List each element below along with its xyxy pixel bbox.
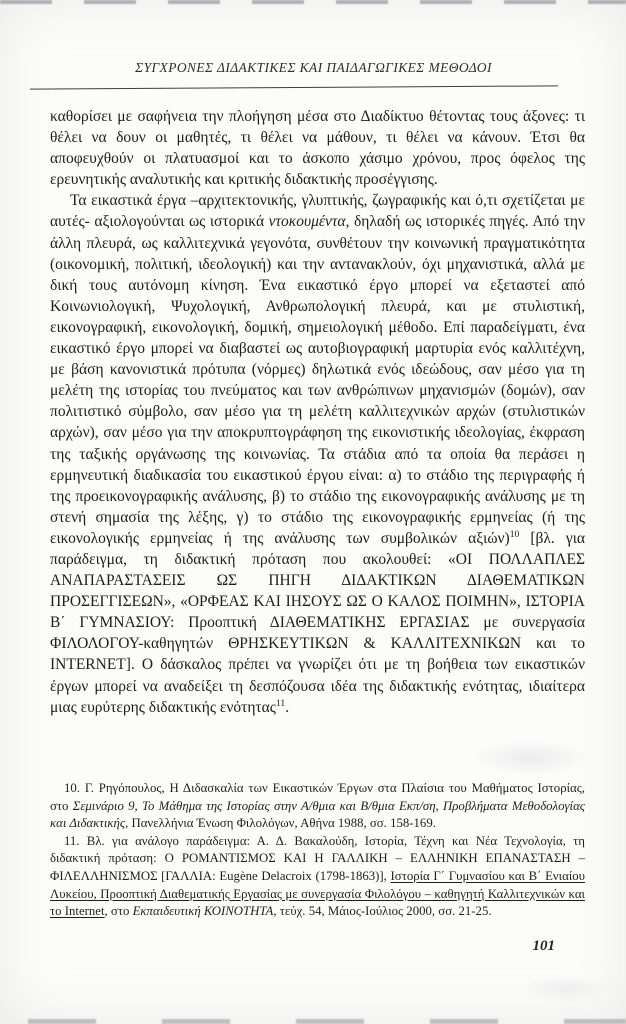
scan-smudge: [520, 975, 610, 1003]
footnote-reference: 11: [275, 697, 286, 709]
scan-edge-top: [0, 0, 626, 4]
text-run: Εκπαιδευτική ΚΟΙΝΟΤΗΤΑ: [132, 904, 274, 919]
text-run: , τεύχ. 54, Μάιος-Ιούλιος 2000, σσ. 21-25.: [273, 904, 492, 919]
paragraph-2: [50, 190, 585, 717]
footnotes: [50, 780, 585, 921]
text-run: , δηλαδή ως ιστορικές πηγές. Από την άλλη πλευρά, ως καλλιτεχνικά γεγονότα, συνθέτουν την κοινωνική πραγματικότητα (οικονομική, πολιτική, ιδεολογική) και την αντανακλούν, όχι μηχανιστικά, αλλά με δική τους αυτόνομη κίνηση. Ένα εικαστικό έργο μπορεί να εξεταστεί από Κοινωνιολογική, Ψυχολογική, Ανθρωπολογική πλευρά, και με στυλιστική, εικονογραφική, εικονολογική, δομική, σημειολογική μέθοδο. Επί παραδείγματι, ένα εικαστικό έργο μπορεί να διαβαστεί ως αυτοβιογραφική μαρτυρία ενός καλλιτέχνη, με βάση κανονιστικά πρότυπα (νόρμες) δηλωτικά ενός ιδεώδους, σαν μέσο για τη μελέτη της ιστορίας του πνεύματος και των ανθρώπινων μηχανισμών (δομών), σαν πολιτιστικό σύμβολο, σαν μέσο για τη μελέτη καλλιτεχνικών αρχών (στυλιστικών αρχών), σαν μέσο για την αποκρυπτογράφηση της εικονιστικής ιδεολογίας, έκφραση της ταξικής οργάνωσης της κοινωνίας. Τα στάδια από τα οποία θα περάσει η ερμηνευτική διαδικασία του εικαστικού έργου είναι: α) το στάδιο της περιγραφής ή της προεικονογραφικής ανάλυσης, β) το στάδιο της εικονογραφικής ανάλυσης με τη στενή σημασία της λέξης, γ) το στάδιο της εικονογραφικής ερμηνείας (ή της εικονολογικής ερμηνείας ή της ανάλυσης των συμβολικών αξιών): [50, 213, 585, 547]
text-run: 11. Βλ. για ανάλογο παράδειγμα: Α. Δ. Βακαλούδη, Ιστορία, Τέχνη και Νέα Τεχνολογία, τη διδακτική πρόταση: Ο ΡΟΜΑΝΤΙΣΜΟΣ ΚΑΙ Η ΓΑΛΛΙΚΗ – ΕΛΛΗΝΙΚΗ ΕΠΑΝΑΣΤΑΣΗ – ΦΙΛΕΛΛΗΝΙΣΜΟΣ [ΓΑΛΛΙΑ: Eugène Delacroix (1798-1863)],: [50, 833, 585, 883]
paragraph-1: [50, 106, 585, 190]
text-run: ντοκουμέντα: [268, 213, 346, 231]
text-run: Τα εικαστικά έργα –αρχιτεκτονικής, γλυπτικής, ζωγραφικής και ό,τι σχετίζεται με αυτές- αξιολογούνται ως ιστορικά: [50, 192, 585, 231]
footnote-1: [50, 780, 585, 833]
running-header: ΣΥΓΧΡΟΝΕΣ ΔΙΔΑΚΤΙΚΕΣ ΚΑΙ ΠΑΙΔΑΓΩΓΙΚΕΣ ΜΕΘΟΔΟΙ: [135, 60, 492, 75]
footnote-2: [50, 833, 585, 921]
body-text: [50, 106, 585, 718]
text-run: Ιστορία Γ΄ Γυμνασίου και Β΄ Ενιαίου Λυκείου, Προοπτική Διαθεματικής Εργασίας με συνεργασία Φιλολόγου – καθηγητή Καλλιτεχνικών και το Internet: [50, 868, 585, 919]
page-number: 101: [532, 938, 555, 954]
text-run: Σεμινάριο 9, Το Μάθημα της Ιστορίας στην Α/θμια και Β/θμια Εκπ/ση, Προβλήματα Μεθοδολογίας και Διδακτικής: [50, 798, 585, 831]
text-run: καθορίσει με σαφήνεια την πλοήγηση μέσα στο Διαδίκτυο θέτοντας τους άξονες: τι θέλει να δουν οι μαθητές, τι θέλει να μάθουν, τι θέλει να κάνουν. Έτσι θα αποφευχθούν οι πλατυασμοί και το άσκοπο χάσιμο χρόνου, προς όφελος της ερευνητικής αναλυτικής και κριτικής διδακτικής προσέγγισης.: [50, 108, 585, 189]
text-run: , Πανελλήνια Ένωση Φιλολόγων, Αθήνα 1988, σσ. 158-169.: [125, 816, 436, 831]
text-run: [βλ. για παράδειγμα, τη διδακτική πρόταση που ακολουθεί: «ΟΙ ΠΟΛΛΑΠΛΕΣ ΑΝΑΠΑΡΑΣΤΑΣΕΙΣ ΩΣ ΠΗΓΗ ΔΙΔΑΚΤΙΚΩΝ ΔΙΑΘΕΜΑΤΙΚΩΝ ΠΡΟΣΕΓΓΙΣΕΩΝ», «ΟΡΦΕΑΣ ΚΑΙ ΙΗΣΟΥΣ ΩΣ Ο ΚΑΛΟΣ ΠΟΙΜΗΝ», ΙΣΤΟΡΙΑ Β΄ ΓΥΜΝΑΣΙΟΥ: Προοπτική ΔΙΑΘΕΜΑΤΙΚΗΣ ΕΡΓΑΣΙΑΣ με συνεργασία ΦΙΛΟΛΟΓΟΥ-καθηγητών ΘΡΗΣΚΕΥΤΙΚΩΝ & ΚΑΛΛΙΤΕΧΝΙΚΩΝ και το INTERNET]. Ο δάσκαλος πρέπει να γνωρίζει ότι με τη βοήθεια των εικαστικών έργων μπορεί να αναδείξει τη δεσπόζουσα ιδέα της διδακτικής ενότητας, ιδιαίτερα μιας ευρύτερης διδακτικής ενότητας: [50, 529, 585, 716]
footnote-reference: 10: [509, 528, 520, 540]
scan-smudge: [470, 740, 590, 776]
text-run: , στο: [104, 904, 133, 919]
scan-edge-bottom: [0, 1019, 626, 1024]
text-run: 10. Γ. Ρηγόπουλος, Η Διδασκαλία των Εικαστικών Έργων στα Πλαίσια του Μαθήματος Ιστορίας, στο: [50, 781, 585, 813]
header-rule: [30, 85, 558, 89]
text-run: .: [285, 698, 290, 716]
